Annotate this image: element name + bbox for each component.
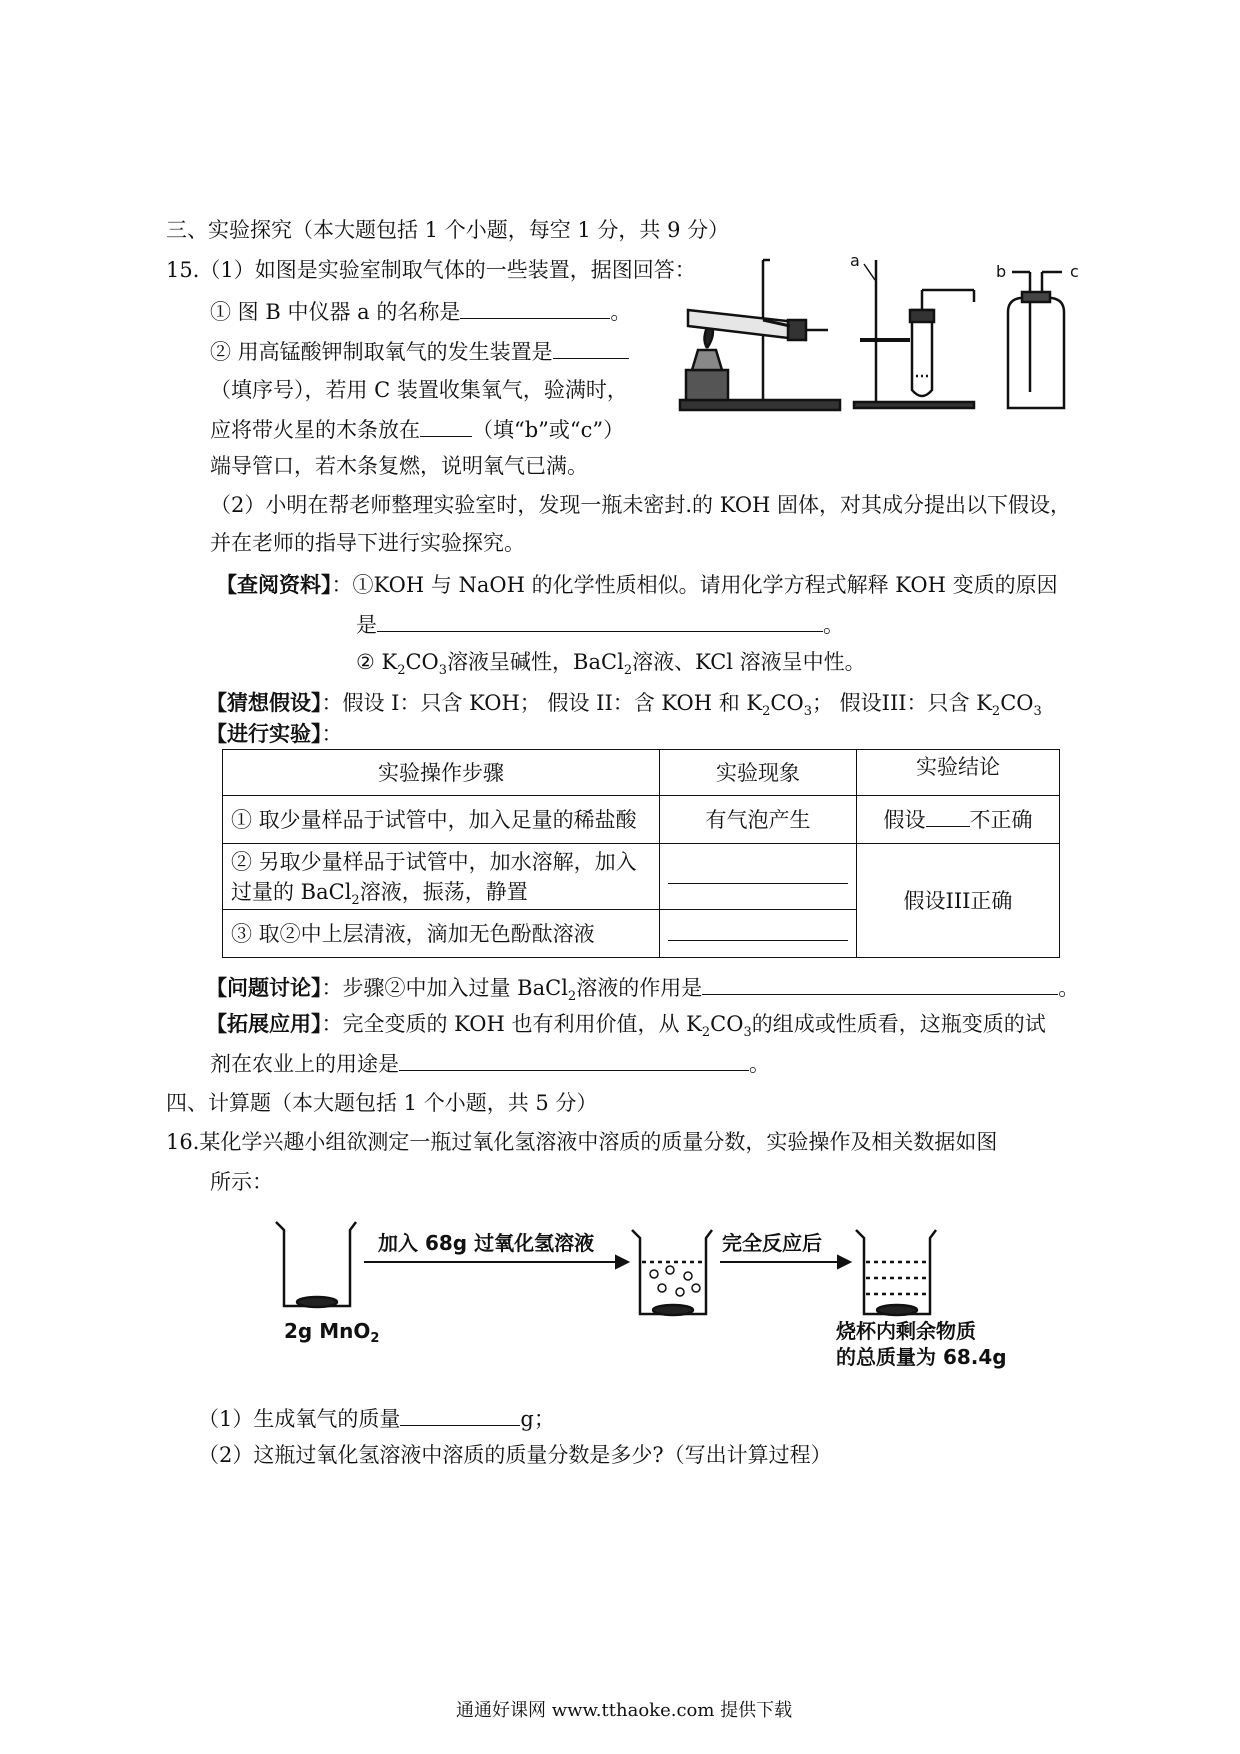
answer-blank-oxygen-mass[interactable] bbox=[400, 1403, 520, 1426]
right-beaker-label-2: 的总质量为 68.4g bbox=[836, 1345, 1007, 1369]
header-observation: 实验现象 bbox=[660, 750, 857, 796]
experiment-label: 【进行实验】 bbox=[206, 721, 322, 746]
q16-text-a: 某化学兴趣小组欲测定一瓶过氧化氢溶液中溶质的质量分数，实验操作及相关数据如图 bbox=[199, 1130, 998, 1154]
q16-item1-b: g； bbox=[520, 1407, 555, 1431]
ext-e: 。 bbox=[749, 1052, 770, 1076]
hyp-sub3b: 3 bbox=[1033, 704, 1042, 720]
apparatus-figure bbox=[670, 250, 1100, 420]
row2-step-c: 溶液，振荡，静置 bbox=[359, 879, 528, 904]
disc-a: ：步骤②中加入过量 BaCl bbox=[321, 976, 568, 1000]
arrow-complete-reaction bbox=[720, 1256, 850, 1268]
q15-intro bbox=[166, 256, 696, 284]
row1-step: ① 取少量样品于试管中，加入足量的稀盐酸 bbox=[223, 796, 660, 844]
discussion-label: 【问题讨论】 bbox=[206, 975, 322, 1000]
row1-observation: 有气泡产生 bbox=[660, 796, 857, 844]
hypothesis-label: 【猜想假设】 bbox=[206, 690, 322, 715]
row3-step: ③ 取②中上层清液，滴加无色酚酞溶液 bbox=[223, 910, 660, 958]
reference-label: 【查阅资料】 bbox=[216, 572, 332, 597]
q15-item2-line4: 端导管口，若木条复燃，说明氧气已满。 bbox=[210, 454, 588, 478]
q16-line1 bbox=[166, 1128, 997, 1156]
apparatus-b-test-tube bbox=[854, 260, 974, 408]
row1-conclusion bbox=[857, 796, 1060, 844]
experiment-label-line bbox=[206, 720, 343, 748]
hyp-b2: CO bbox=[1000, 691, 1034, 715]
q15-number: 15. bbox=[166, 258, 200, 282]
label-c: c bbox=[1070, 262, 1079, 281]
row2-step-a: ② 另取少量样品于试管中，加水溶解，加入 bbox=[231, 849, 637, 874]
reference-line2 bbox=[356, 609, 844, 639]
beaker-right bbox=[856, 1230, 936, 1315]
reference-1c: 。 bbox=[823, 613, 844, 637]
q15-item2-line3 bbox=[210, 414, 624, 444]
left-beaker-label: 2g MnO$_2$ bbox=[284, 1319, 380, 1346]
beaker-figure bbox=[270, 1210, 1030, 1380]
reference-1b: 是 bbox=[356, 613, 377, 637]
sub-2b: 2 bbox=[623, 663, 633, 679]
answer-blank-row3-observation[interactable] bbox=[668, 920, 848, 941]
q16-number: 16. bbox=[166, 1130, 200, 1154]
hypothesis-line bbox=[206, 689, 1042, 720]
row3-observation bbox=[660, 910, 857, 958]
q15-item2-line2: （填序号），若用 C 装置收集氧气，验满时， bbox=[210, 378, 628, 402]
ext-b: CO bbox=[710, 1012, 744, 1036]
apparatus-a-heating bbox=[680, 260, 840, 410]
answer-blank-instrument-name[interactable] bbox=[460, 296, 610, 319]
q15-item2-d: （填“b”或“c”） bbox=[472, 418, 625, 442]
arrow-add-peroxide bbox=[364, 1256, 628, 1268]
ext-c: 的组成或性质看，这瓶变质的试 bbox=[751, 1012, 1046, 1036]
q16-item1 bbox=[198, 1403, 555, 1433]
q15-item2-line1 bbox=[210, 336, 629, 366]
q16-line2: 所示： bbox=[210, 1170, 273, 1194]
row2-step bbox=[223, 844, 660, 910]
q15-item1 bbox=[210, 296, 631, 326]
ref2-mid: CO bbox=[405, 650, 439, 674]
disc-b: 溶液的作用是 bbox=[576, 976, 703, 1000]
ext-d: 剂在农业上的用途是 bbox=[210, 1052, 399, 1076]
arrow1-label: 加入 68g 过氧化氢溶液 bbox=[378, 1231, 595, 1255]
discussion-line bbox=[206, 972, 1080, 1005]
ref2-pre: ② K bbox=[356, 650, 398, 674]
q15-part1-intro: （1）如图是实验室制取气体的一些装置，据图回答： bbox=[199, 258, 696, 282]
extension-line1 bbox=[206, 1010, 1046, 1041]
answer-blank-port[interactable] bbox=[420, 414, 472, 437]
reference-1a: ：①KOH 与 NaOH 的化学性质相似。请用化学方程式解释 KOH 变质的原因 bbox=[331, 573, 1058, 597]
q16-item1-a: （1）生成氧气的质量 bbox=[198, 1407, 401, 1431]
header-steps: 实验操作步骤 bbox=[223, 750, 660, 796]
table-header-row bbox=[223, 750, 1060, 796]
beaker-middle bbox=[632, 1230, 712, 1315]
extension-line2 bbox=[210, 1048, 770, 1078]
extension-label: 【拓展应用】 bbox=[206, 1011, 322, 1036]
label-b: b bbox=[996, 262, 1007, 281]
footer-text: 通通好课网 www.tthaoke.com 提供下载 bbox=[456, 1700, 793, 1721]
beaker-left bbox=[276, 1222, 356, 1307]
row1-con-b: 不正确 bbox=[969, 808, 1033, 832]
ext-sub3: 3 bbox=[743, 1025, 752, 1041]
answer-blank-agri-use[interactable] bbox=[399, 1048, 749, 1071]
hyp-sub3: 3 bbox=[803, 704, 812, 720]
hyp-c: ； 假设III：只含 K bbox=[811, 691, 992, 715]
row1-con-a: 假设 bbox=[883, 808, 926, 832]
disc-sub2: 2 bbox=[567, 989, 577, 1005]
arrow2-label: 完全反应后 bbox=[722, 1231, 822, 1255]
hyp-sub2: 2 bbox=[762, 704, 771, 720]
label-a: a bbox=[850, 251, 860, 270]
q16-item2: （2）这瓶过氧化氢溶液中溶质的质量分数是多少?（写出计算过程） bbox=[198, 1443, 832, 1467]
answer-blank-generator[interactable] bbox=[553, 336, 629, 359]
q15-item2-text: ② 用高锰酸钾制取氧气的发生装置是 bbox=[210, 340, 553, 364]
q15-item1-end: 。 bbox=[610, 300, 632, 324]
experiment-colon: ： bbox=[321, 722, 343, 746]
sub-3: 3 bbox=[438, 663, 448, 679]
row2-step-b: 过量的 BaCl bbox=[231, 879, 352, 904]
ref2-end: 溶液、KCl 溶液呈中性。 bbox=[632, 650, 866, 674]
hyp-b: CO bbox=[770, 691, 804, 715]
row23-conclusion: 假设III正确 bbox=[857, 844, 1060, 958]
sub-2: 2 bbox=[397, 663, 406, 679]
right-beaker-label-1: 烧杯内剩余物质 bbox=[836, 1319, 976, 1343]
q15-item1-text: ① 图 B 中仪器 a 的名称是 bbox=[210, 300, 461, 324]
q15-part2-line2: 并在老师的指导下进行实验探究。 bbox=[210, 531, 525, 555]
answer-blank-purpose[interactable] bbox=[702, 972, 1058, 995]
section4-title: 四、计算题（本大题包括 1 个小题，共 5 分） bbox=[166, 1091, 598, 1115]
ext-a: ：完全变质的 KOH 也有利用价值，从 K bbox=[321, 1012, 702, 1036]
reference-line1 bbox=[216, 571, 1058, 599]
header-conclusion: 实验结论 bbox=[857, 750, 1060, 796]
answer-blank-equation[interactable] bbox=[377, 609, 823, 632]
ext-sub2: 2 bbox=[701, 1025, 711, 1041]
hyp-sub2b: 2 bbox=[991, 704, 1001, 720]
reference-line3 bbox=[356, 648, 866, 679]
disc-c: 。 bbox=[1058, 976, 1080, 1000]
row2-step-b-line bbox=[231, 877, 651, 907]
answer-blank-row2-observation[interactable] bbox=[668, 863, 848, 884]
experiment-table bbox=[222, 749, 1060, 958]
row2-observation bbox=[660, 844, 857, 910]
section3-title: 三、实验探究（本大题包括 1 个小题，每空 1 分，共 9 分） bbox=[166, 218, 730, 242]
row2-sub2: 2 bbox=[351, 892, 360, 908]
apparatus-c-gas-bottle bbox=[1008, 272, 1064, 408]
ref2-post: 溶液呈碱性，BaCl bbox=[447, 650, 624, 674]
answer-blank-hypothesis[interactable] bbox=[926, 804, 970, 827]
table-row bbox=[223, 844, 1060, 910]
table-row bbox=[223, 796, 1060, 844]
q15-part2-line1: （2）小明在帮老师整理实验室时，发现一瓶未密封.的 KOH 固体，对其成分提出以下假设， bbox=[210, 493, 1072, 517]
q15-item2-c: 应将带火星的木条放在 bbox=[210, 418, 420, 442]
hyp-a: ：假设 I：只含 KOH； 假设 II：含 KOH 和 K bbox=[321, 691, 763, 715]
